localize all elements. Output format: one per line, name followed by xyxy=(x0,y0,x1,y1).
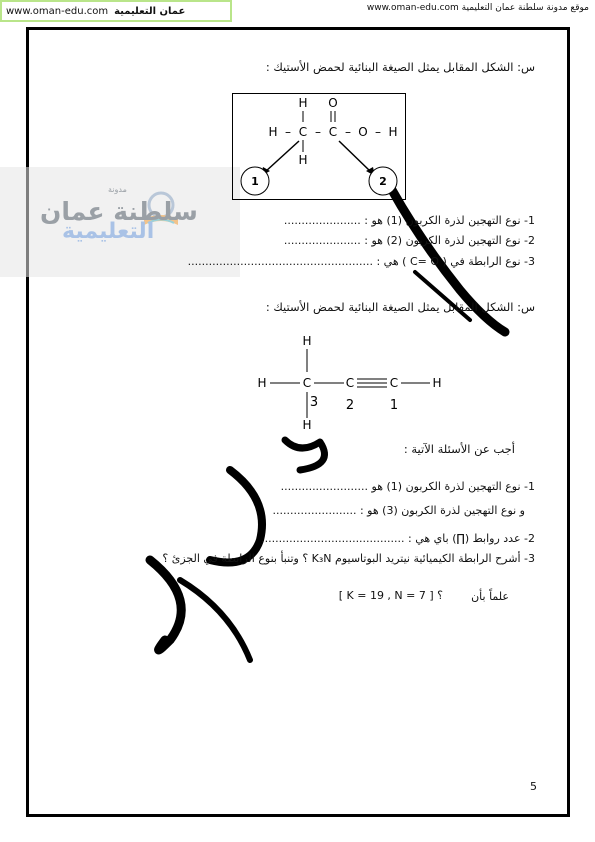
atom-h-right: H xyxy=(388,125,398,139)
atom2-c-3: C xyxy=(302,376,312,390)
label-carbon-2: 2 xyxy=(379,175,387,188)
site-header-text: موقع مدونة سلطنة عمان التعليمية www.oman-edu.com xyxy=(366,3,589,13)
bond-2: – xyxy=(315,125,321,139)
atom2-c-2: C xyxy=(345,376,355,390)
bond-1: – xyxy=(285,125,291,139)
structure-diagram-2 xyxy=(250,330,450,430)
q2-item-2: 2- عدد روابط (∏) باي هي : ......................................... xyxy=(261,532,535,545)
q2-item-1: 1- نوع التهجين لذرة الكربون (1) هو ......................... xyxy=(280,480,535,493)
carbon-number-3: 3 xyxy=(309,395,319,410)
atom2-c-1: C xyxy=(389,376,399,390)
carbon-number-1: 1 xyxy=(389,398,399,413)
atom-c-2: C xyxy=(328,125,338,139)
atom2-h-bottom: H xyxy=(302,418,312,430)
carbon-number-2: 2 xyxy=(345,398,355,413)
atom-h-bottom: H xyxy=(298,153,308,167)
site-url[interactable]: www.oman-edu.com xyxy=(6,5,109,17)
atom2-h-left: H xyxy=(257,376,267,390)
atom2-h-top: H xyxy=(302,334,312,348)
q1-item-3: 3- نوع الرابطة في ( C= O ) هي : ..................................................... xyxy=(187,255,535,268)
label-carbon-1: 1 xyxy=(251,175,259,188)
acetic-acid-structure xyxy=(232,93,406,200)
q2-item-1b: و نوع التهجين لذرة الكربون (3) هو : ........................ xyxy=(272,504,525,517)
atom-o-top: O xyxy=(328,96,338,110)
watermark-subtitle: التعليمية xyxy=(62,219,155,244)
structure-diagram-1 xyxy=(233,94,407,201)
bond-4: – xyxy=(375,125,381,139)
watermark-small: مدونة xyxy=(108,185,127,194)
instruction-text: أجب عن الأسئلة الآتية : xyxy=(403,442,515,456)
q1-item-2: 2- نوع التهجين لذرة الكربون (2) هو : ...................... xyxy=(283,234,535,247)
page-number: 5 xyxy=(530,780,537,793)
atom2-h-right: H xyxy=(432,376,442,390)
question-2-text: س: الشكل المقابل يمثل الصيغة البنائية لحمض الأستيك : xyxy=(265,300,535,314)
atom-o-right: O xyxy=(358,125,368,139)
bond-3: – xyxy=(345,125,351,139)
atom-h-top-1: H xyxy=(298,96,308,110)
note-label: علماً بأن xyxy=(471,590,509,603)
atom-c-1: C xyxy=(298,125,308,139)
question-1-text: س: الشكل المقابل يمثل الصيغة البنائية لحمض الأستيك : xyxy=(265,60,535,74)
atom-h-left: H xyxy=(268,125,278,139)
site-brand: عمان التعليمية xyxy=(114,5,186,17)
q1-item-1: 1- نوع التهجين لذرة الكربون (1) هو : ...................... xyxy=(283,214,535,227)
watermark-title: سلطنة عمان xyxy=(40,197,198,226)
q2-item-3: 3- أشرح الرابطة الكيميائية نيتريد البوتاسيوم K₃N ؟ وتنبأ بنوع الرابطة في الجزئ ؟ xyxy=(162,552,535,565)
note-values: ؟ [ K = 19 , N = 7 ] xyxy=(338,589,443,602)
